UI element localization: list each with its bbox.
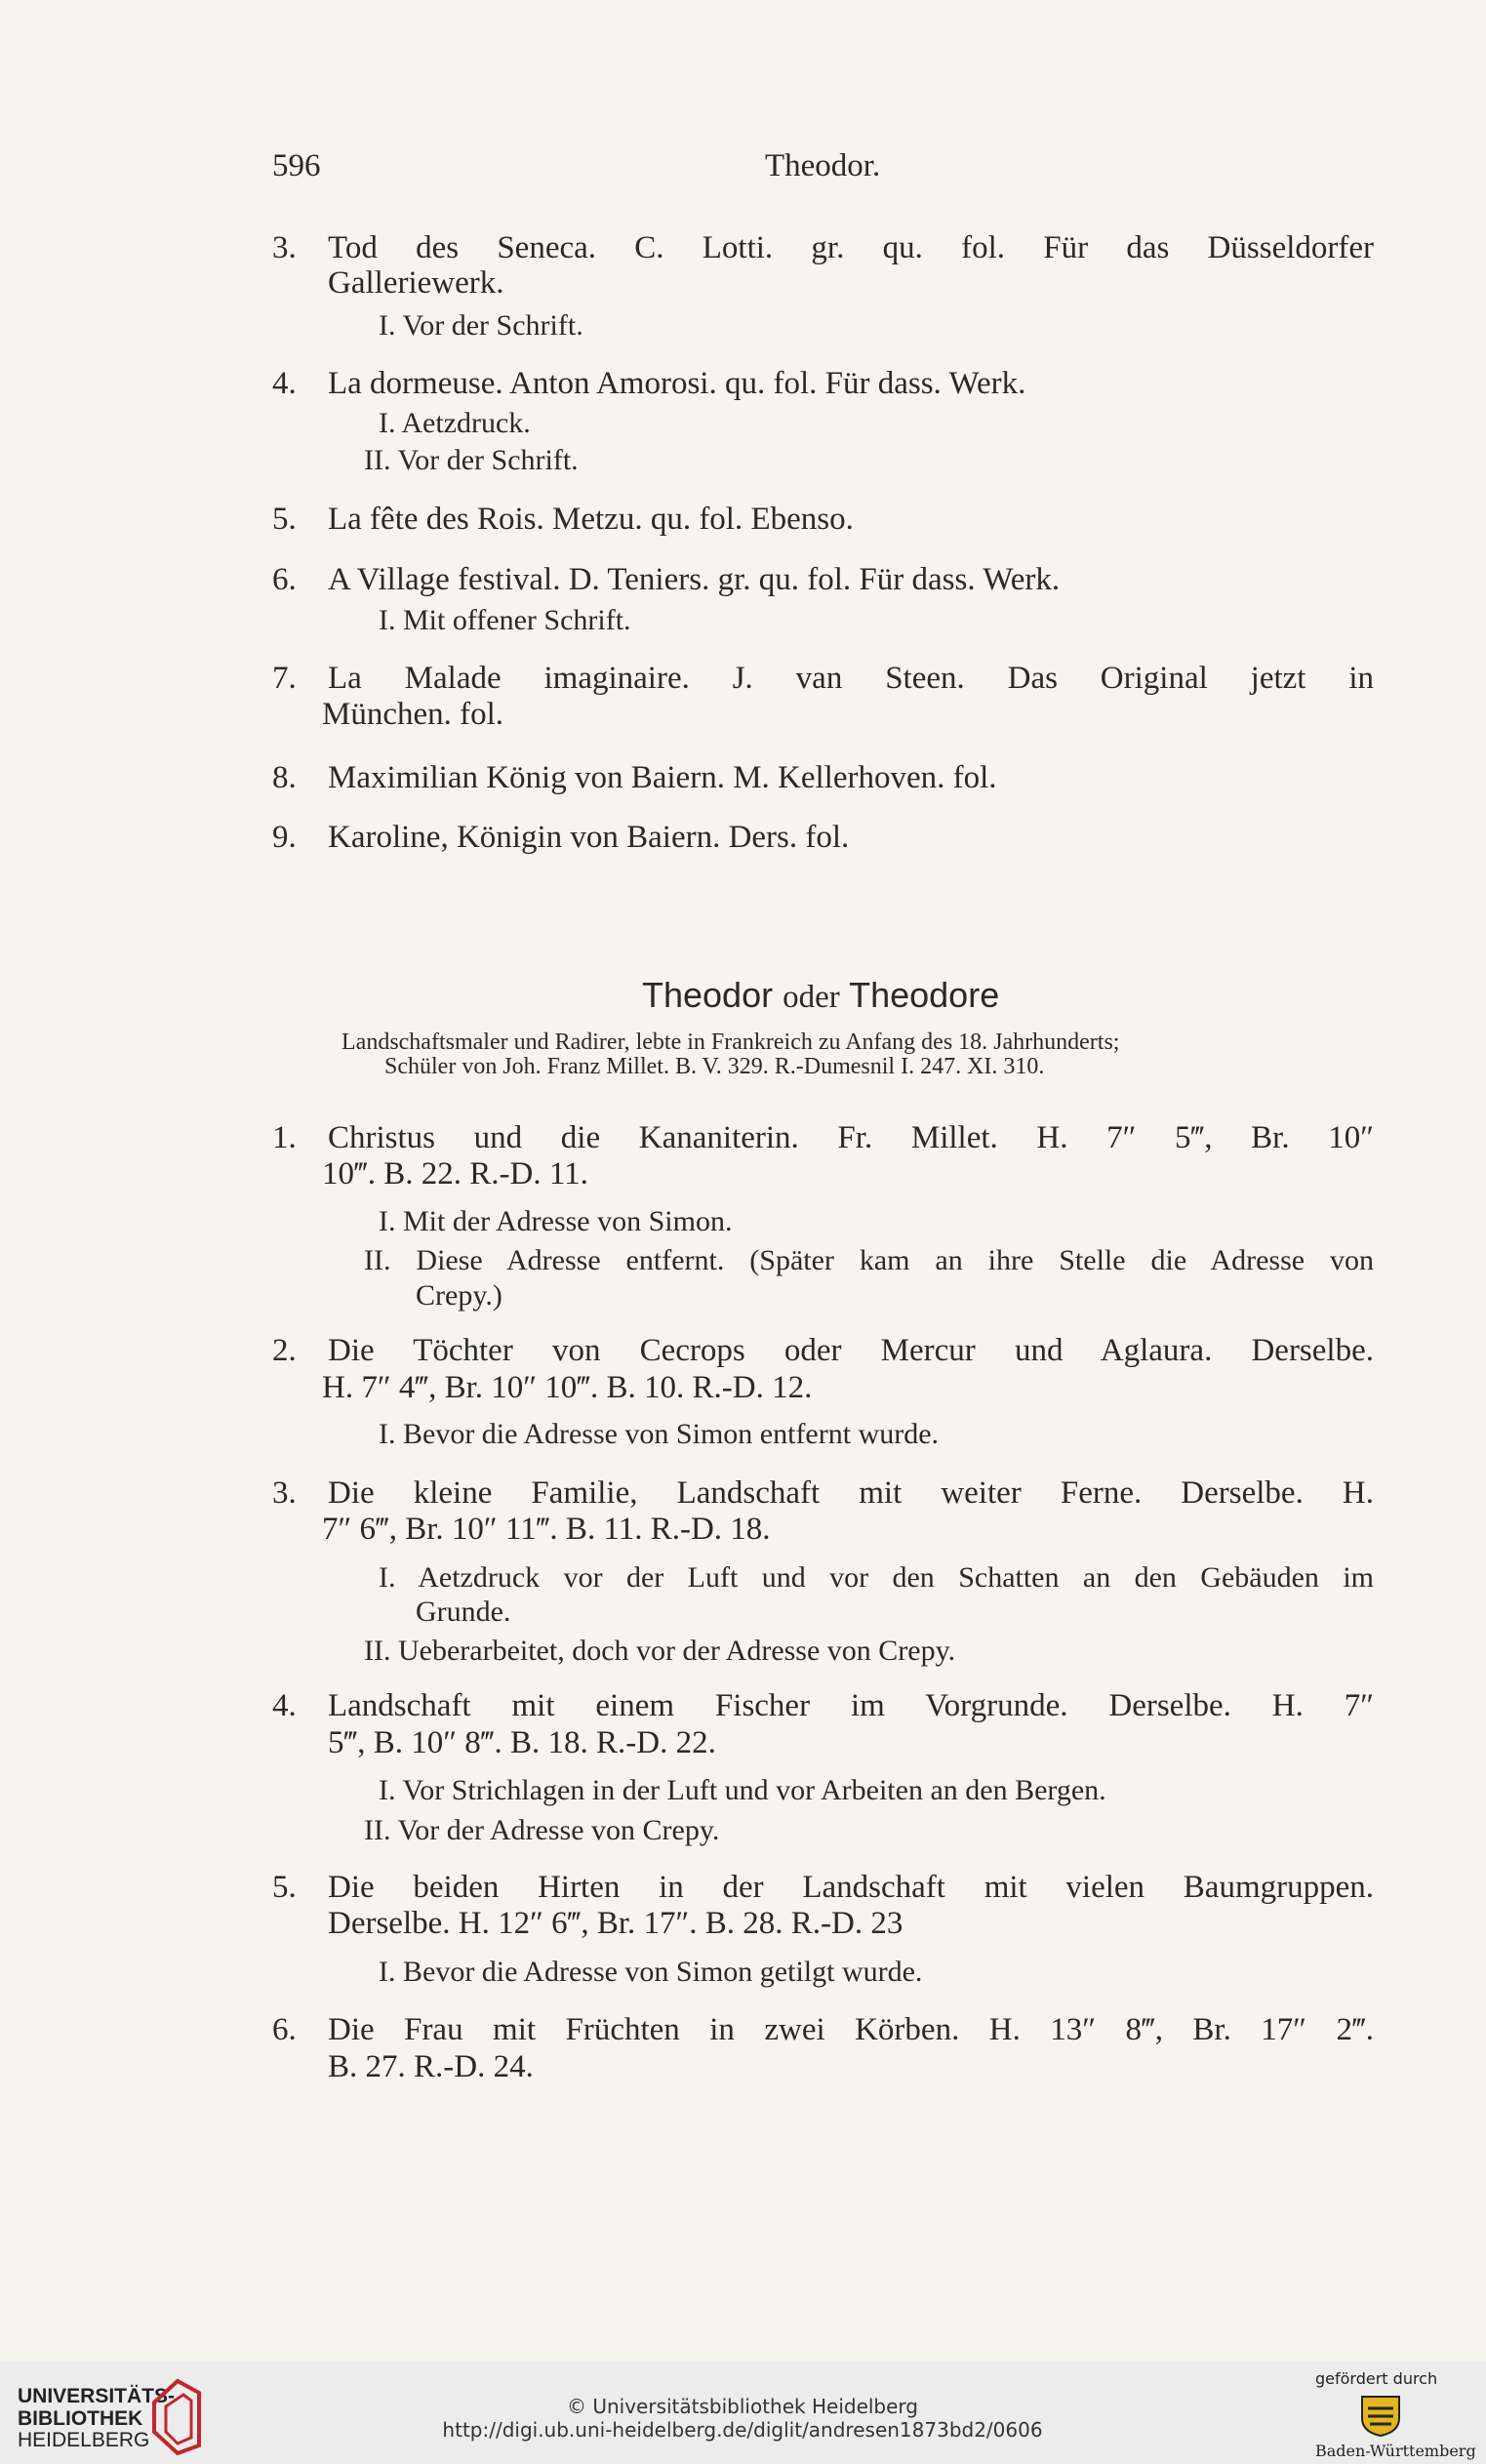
state-text: I. Aetzdruck. [379,407,531,439]
state-text: I. Bevor die Adresse von Simon entfernt wurde. [379,1418,940,1450]
state-text: I. Vor der Schrift. [379,309,583,342]
entry-text: 7″ 6‴, Br. 10″ 11‴. B. 11. R.-D. 18. [322,1512,771,1547]
entry-text: Karoline, Königin von Baiern. Ders. fol. [328,820,850,855]
entry-number: 4. [272,366,297,401]
source-url[interactable]: http://digi.ub.uni-heidelberg.de/diglit/andresen1873bd2/0606 [442,2418,1043,2442]
entry-number: 7. [272,661,297,696]
state-text: I. Bevor die Adresse von Simon getilgt wurde. [379,1956,923,1988]
logo-line: UNIVERSITÄTS- [18,2385,176,2407]
entry-number: 6. [272,562,297,597]
entry-text: B. 27. R.-D. 24. [328,2049,534,2084]
entry-text: Die beiden Hirten in der Landschaft mit vielen Baumgruppen. [328,1870,1374,1905]
entry-number: 4. [272,1688,297,1723]
logo-line: BIBLIOTHEK [18,2407,143,2430]
section-title-b: Theodore [849,975,1000,1015]
section-title [642,976,999,1017]
entry-number: 6. [272,2012,297,2047]
library-logo-icon [148,2373,209,2455]
entry-number: 8. [272,760,297,795]
section-bio-line: Landschaftsmaler und Radirer, lebte in Frankreich zu Anfang des 18. Jahrhunderts; [341,1030,1120,1055]
entry-number: 9. [272,820,297,855]
entry-text: Landschaft mit einem Fischer im Vorgrunde. Derselbe. H. 7″ [328,1688,1374,1723]
entry-text: La fête des Rois. Metzu. qu. fol. Ebenso. [328,502,854,537]
sponsor-name: Baden-Württemberg [1315,2442,1476,2460]
section-title-a: Theodor [642,975,774,1015]
page-number: 596 [272,148,321,183]
entry-text: A Village festival. D. Teniers. gr. qu. fol. Für dass. Werk. [328,562,1061,597]
state-text: II. Vor der Schrift. [364,444,579,476]
entry-number: 3. [272,230,297,265]
entry-text: Maximilian König von Baiern. M. Kellerhoven. fol. [328,760,997,795]
section-title-or: oder [783,980,840,1015]
state-text: II. Ueberarbeitet, doch vor der Adresse von Crepy. [364,1635,956,1667]
state-text: I. Aetzdruck vor der Luft und vor den Schatten an den Gebäuden im [379,1561,1374,1594]
state-text: Crepy.) [416,1279,502,1312]
entry-text: München. fol. [322,697,504,732]
entry-text: 10‴. B. 22. R.-D. 11. [322,1156,588,1192]
state-text: I. Mit der Adresse von Simon. [379,1205,733,1237]
footer-band [0,2362,1486,2464]
coat-of-arms-icon [1356,2391,1405,2438]
state-text: I. Vor Strichlagen in der Luft und vor Arbeiten an den Bergen. [379,1774,1106,1806]
entry-text: Christus und die Kananiterin. Fr. Millet. H. 7″ 5‴, Br. 10″ [328,1120,1374,1155]
state-text: II. Vor der Adresse von Crepy. [364,1814,720,1846]
entry-number: 1. [272,1120,297,1155]
entry-text: Galleriewerk. [328,265,504,301]
entry-text: Die Töchter von Cecrops oder Mercur und Aglaura. Derselbe. [328,1333,1374,1368]
state-text: I. Mit offener Schrift. [379,604,631,636]
entry-number: 3. [272,1475,297,1511]
entry-text: La Malade imaginaire. J. van Steen. Das Original jetzt in [328,661,1374,696]
entry-text: Die Frau mit Früchten in zwei Körben. H. 13″ 8‴, Br. 17″ 2‴. [328,2012,1374,2047]
state-text: II. Diese Adresse entfernt. (Später kam an ihre Stelle die Adresse von [364,1244,1374,1276]
section-bio-line: Schüler von Joh. Franz Millet. B. V. 329. R.-Dumesnil I. 247. XI. 310. [384,1054,1045,1079]
entry-number: 5. [272,1870,297,1905]
entry-text: Derselbe. H. 12″ 6‴, Br. 17″. B. 28. R.-D. 23 [328,1906,904,1941]
entry-text: Tod des Seneca. C. Lotti. gr. qu. fol. Für das Düsseldorfer [328,230,1374,265]
entry-text: Die kleine Familie, Landschaft mit weiter Ferne. Derselbe. H. [328,1475,1374,1511]
entry-number: 2. [272,1333,297,1368]
entry-text: 5‴, B. 10″ 8‴. B. 18. R.-D. 22. [328,1725,716,1760]
state-text: Grunde. [416,1596,511,1628]
copyright-text: © Universitätsbibliothek Heidelberg [566,2395,918,2418]
entry-text: H. 7″ 4‴, Br. 10″ 10‴. B. 10. R.-D. 12. [322,1370,813,1405]
running-title: Theodor. [765,148,881,183]
entry-number: 5. [272,502,297,537]
logo-line: HEIDELBERG [18,2429,150,2451]
entry-text: La dormeuse. Anton Amorosi. qu. fol. Für dass. Werk. [328,366,1026,401]
sponsor-label: gefördert durch [1315,2369,1438,2388]
